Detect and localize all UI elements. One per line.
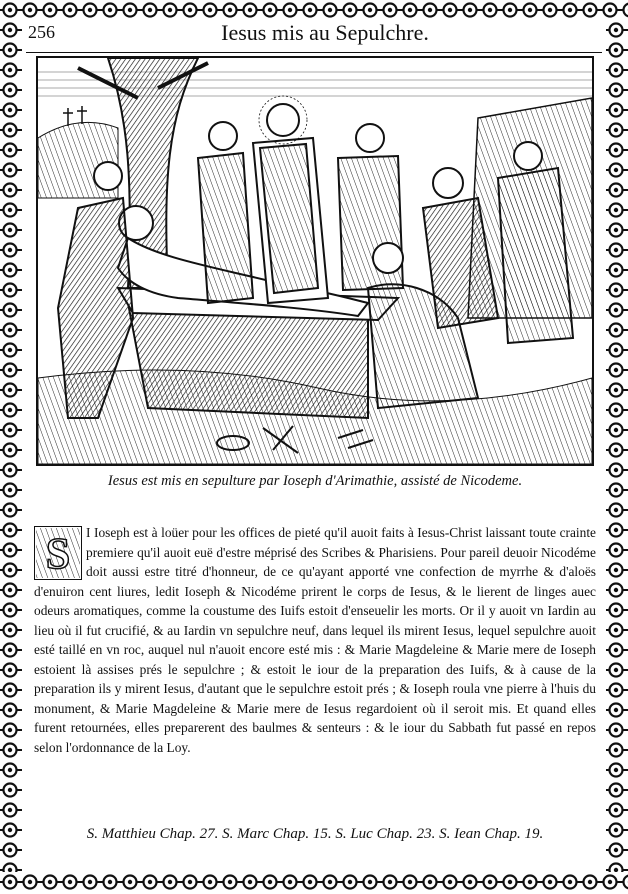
engraving-drawing [38, 58, 592, 464]
scripture-references: S. Matthieu Chap. 27. S. Marc Chap. 15. S. Luc Chap. 23. S. Iean Chap. 19. [86, 826, 544, 842]
running-title: Iesus mis au Sepulchre. [221, 20, 429, 45]
entombment-engraving [36, 56, 594, 466]
left-ornament-border [0, 20, 22, 872]
figure-john [198, 153, 253, 303]
right-ornament-border [606, 20, 628, 872]
top-ornament-border [0, 0, 628, 20]
sepulchre [128, 303, 368, 418]
engraving-caption: Iesus est mis en sepulture par Ioseph d'Arimathie, assisté de Nicodeme. [107, 473, 523, 489]
header-rule [26, 52, 602, 53]
body-paragraph: I Ioseph est à loüer pour les offices de pieté qu'il auoit faits à Iesus-Christ laissant toute crainte premiere qu'il auoit euë d'estre méprisé des Scribes & Pharisiens. Pour pareil deuoir Nicodéme doit aussi estre titré d'honneur, de ce qu'ayant apporté vne confection de myrrhe & d'aloës d'enuiron cent liures, ledit Ioseph & Nicodéme prirent le corps de Iesus, & le lierent de linges auec odeurs aromatiques, comme la coustume des Iuifs estoit d'enseuelir les morts. Or il y auoit vn Iardin au lieu où il fut crucifié, & au Iardin vn sepulchre neuf, dans lequel ils mirent Iesus, lequel sepulchre auoit esté taillé en vn roc, auquel nul n'auoit encore esté mis : & Marie Magdeleine & Marie mere de Ioseph estoient là assises prés le sepulchre ; & estoit le iour de la preparation des Iuifs, & à cause de la preparation ils y mirent Iesus, d'autant que le sepulchre estoit prés ; & Ioseph roula vne pierre à l'huis du monument, & Marie Magdeleine & Marie mere de Iesus regardoient où il seroit mis. Et quand elles furent retournées, elles preparerent des baulmes & senteurs : & le iour du Sabbath fut passé en repos selon l'ordonnance de la Loy. [34, 525, 596, 755]
bottom-ornament-border [0, 872, 628, 894]
drop-cap-letter: S [45, 529, 71, 578]
page-number: 256 [28, 22, 55, 42]
